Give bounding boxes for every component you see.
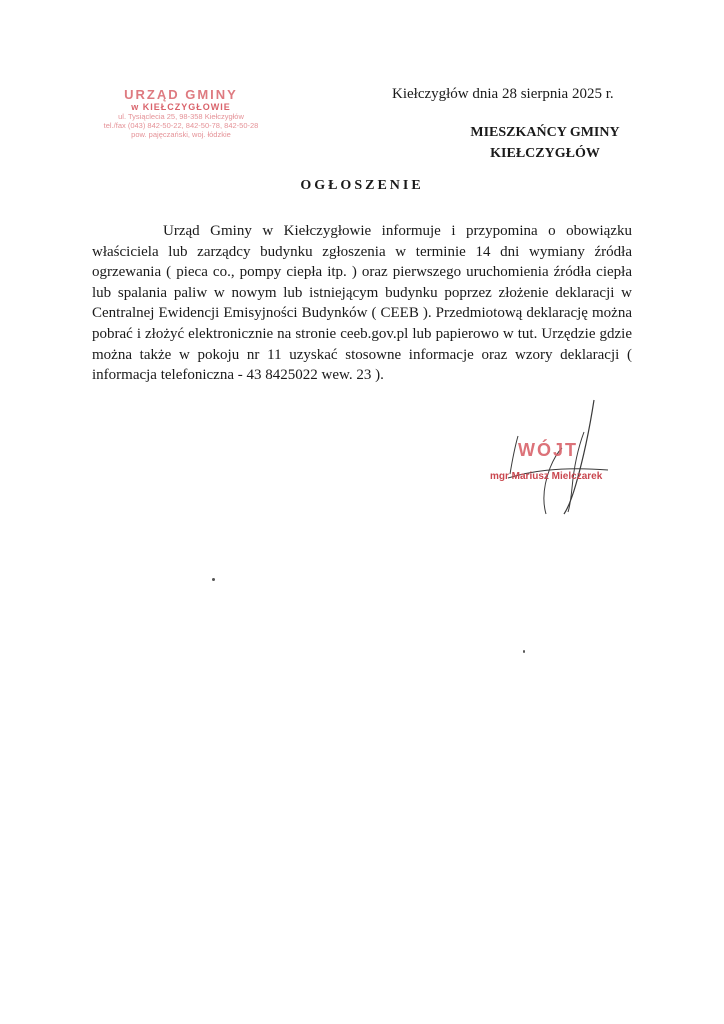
date-line: Kiełczygłów dnia 28 sierpnia 2025 r.: [392, 86, 614, 102]
stamp-phone: tel./fax (043) 842-50-22, 842-50-78, 842-50-28: [103, 120, 259, 130]
announcement-heading: OGŁOSZENIE: [300, 178, 424, 193]
stamp-district: pow. pajęczański, woj. łódzkie: [131, 129, 231, 139]
stamp-title: URZĄD GMINY: [124, 87, 238, 102]
scan-speck: [523, 650, 525, 653]
scan-speck: [212, 578, 215, 581]
addressee-line-1: MIESZKAŃCY GMINY: [470, 125, 620, 140]
signature-name: mgr Mariusz Mielczarek: [490, 471, 603, 482]
addressee: [440, 122, 650, 164]
stamp-subtitle: w KIEŁCZYGŁOWIE: [131, 101, 231, 112]
announcement-body: Urząd Gminy w Kiełczygłowie informuje i przypomina o obowiązku właściciela lub zarządcy budynku zgłoszenia w terminie 14 dni wymiany źródła ogrzewania ( pieca co., pompy ciepła itp. ) oraz pierwszego uruchomienia źródła ciepła lub spalania paliw w nowym lub istniejącym budynku poprzez złożenie deklaracji w Centralnej Ewidencji Emisyjności Budynków ( CEEB ). Przedmiotową deklarację można pobrać i złożyć elektronicznie na stronie ceeb.gov.pl lub papierowo w tut. Urzędzie gdzie można także w pokoju nr 11 uzyskać stosowne informacje oraz wzory deklaracji ( informacja telefoniczna - 43 8425022 wew. 23 ).: [92, 223, 632, 384]
signature-block: [488, 396, 638, 520]
office-stamp: [92, 88, 270, 139]
addressee-line-2: KIEŁCZYGŁÓW: [490, 146, 600, 161]
signature-title: WÓJT: [518, 440, 578, 460]
stamp-address: ul. Tysiąclecia 25, 98-358 Kiełczygłów: [118, 112, 244, 122]
